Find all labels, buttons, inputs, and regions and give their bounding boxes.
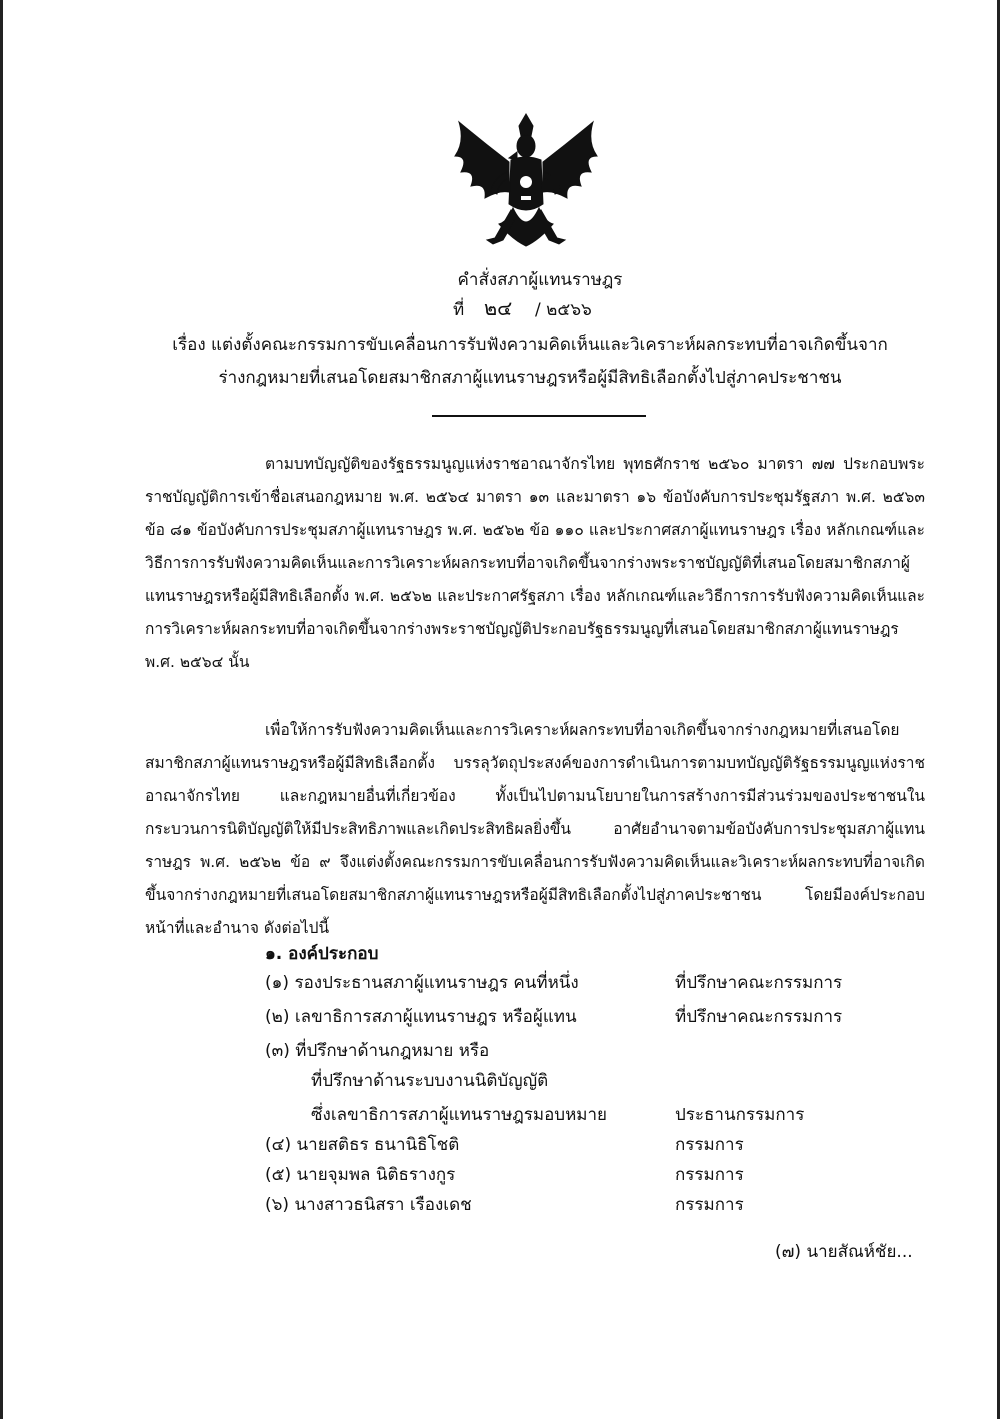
scan-edge-left	[0, 0, 3, 1419]
member-role: กรรมการ	[675, 1165, 744, 1185]
paragraph-1: ตามบทบัญญัติของรัฐธรรมนูญแห่งราชอาณาจักรไทย พุทธศักราช ๒๕๖๐ มาตรา ๗๗ ประกอบพระราชบัญญัติการเข้าชื่อเสนอกฎหมาย พ.ศ. ๒๕๖๔ มาตรา ๑๓ และมาตรา ๑๖ ข้อบังคับการประชุมรัฐสภา พ.ศ. ๒๕๖๓ ข้อ ๘๑ ข้อบังคับการประชุมสภาผู้แทนราษฎร พ.ศ. ๒๕๖๒ ข้อ ๑๑๐ และประกาศสภาผู้แทนราษฎร เรื่อง หลักเกณฑ์และวิธีการการรับฟังความคิดเห็นและการวิเคราะห์ผลกระทบที่อาจเกิดขึ้นจากร่างพระราชบัญญัติที่เสนอโดยสมาชิกสภาผู้แทนราษฎรหรือผู้มีสิทธิเลือกตั้ง พ.ศ. ๒๕๖๒ และประกาศรัฐสภา เรื่อง หลักเกณฑ์และวิธีการการรับฟังความคิดเห็นและการวิเคราะห์ผลกระทบที่อาจเกิดขึ้นจากร่างพระราชบัญญัติประกอบรัฐธรรมนูญที่เสนอโดยสมาชิกสภาผู้แทนราษฎร พ.ศ. ๒๕๖๔ นั้น	[145, 455, 925, 671]
member-name: (๓) ที่ปรึกษาด้านกฎหมาย หรือ	[265, 1041, 490, 1061]
member-role: ที่ปรึกษาคณะกรรมการ	[675, 973, 843, 993]
member-role: ที่ปรึกษาคณะกรรมการ	[675, 1007, 843, 1027]
member-name-continuation: ที่ปรึกษาด้านระบบงานนิติบัญญัติ	[311, 1071, 549, 1091]
member-role: กรรมการ	[675, 1135, 744, 1155]
header-divider	[432, 415, 646, 417]
member-role: ประธานกรรมการ	[675, 1105, 805, 1125]
member-name: (๔) นายสติธร ธนานิธิโชติ	[265, 1135, 460, 1155]
subject-line-1: เรื่อง แต่งตั้งคณะกรรมการขับเคลื่อนการรับฟังความคิดเห็นและวิเคราะห์ผลกระทบที่อาจเกิดขึ้นจาก	[172, 335, 888, 355]
member-name: (๖) นางสาวธนิสรา เรืองเดช	[265, 1195, 472, 1215]
member-name: (๑) รองประธานสภาผู้แทนราษฎร คนที่หนึ่ง	[265, 973, 579, 993]
order-title: คำสั่งสภาผู้แทนราษฎร	[457, 270, 623, 290]
order-number-prefix: ที่	[453, 300, 465, 320]
page-continuation: (๗) นายสัณห์ชัย...	[775, 1242, 913, 1262]
subject-line-2: ร่างกฎหมายที่เสนอโดยสมาชิกสภาผู้แทนราษฎรหรือผู้มีสิทธิเลือกตั้งไปสู่ภาคประชาชน	[218, 368, 842, 388]
member-name: (๒) เลขาธิการสภาผู้แทนราษฎร หรือผู้แทน	[265, 1007, 577, 1027]
section-1-heading: ๑. องค์ประกอบ	[265, 944, 379, 964]
member-role: กรรมการ	[675, 1195, 744, 1215]
order-number: ๒๔	[484, 296, 513, 320]
member-name: (๕) นายจุมพล นิติธรางกูร	[265, 1165, 456, 1185]
paragraph-2: เพื่อให้การรับฟังความคิดเห็นและการวิเคราะห์ผลกระทบที่อาจเกิดขึ้นจากร่างกฎหมายที่เสนอโดยสมาชิกสภาผู้แทนราษฎรหรือผู้มีสิทธิเลือกตั้ง บรรลุวัตถุประสงค์ของการดำเนินการตามบทบัญญัติรัฐธรรมนูญแห่งราชอาณาจักรไทย และกฎหมายอื่นที่เกี่ยวข้อง ทั้งเป็นไปตามนโยบายในการสร้างการมีส่วนร่วมของประชาชนในกระบวนการนิติบัญญัติให้มีประสิทธิภาพและเกิดประสิทธิผลยิ่งขึ้น อาศัยอำนาจตามข้อบังคับการประชุมสภาผู้แทนราษฎร พ.ศ. ๒๕๖๒ ข้อ ๙ จึงแต่งตั้งคณะกรรมการขับเคลื่อนการรับฟังความคิดเห็นและวิเคราะห์ผลกระทบที่อาจเกิดขึ้นจากร่างกฎหมายที่เสนอโดยสมาชิกสภาผู้แทนราษฎรหรือผู้มีสิทธิเลือกตั้งไปสู่ภาคประชาชน โดยมีองค์ประกอบ หน้าที่และอำนาจ ดังต่อไปนี้	[145, 721, 925, 937]
garuda-emblem-icon	[447, 112, 605, 260]
order-year: / ๒๕๖๖	[535, 300, 592, 320]
member-name-continuation: ซึ่งเลขาธิการสภาผู้แทนราษฎรมอบหมาย	[311, 1105, 608, 1125]
